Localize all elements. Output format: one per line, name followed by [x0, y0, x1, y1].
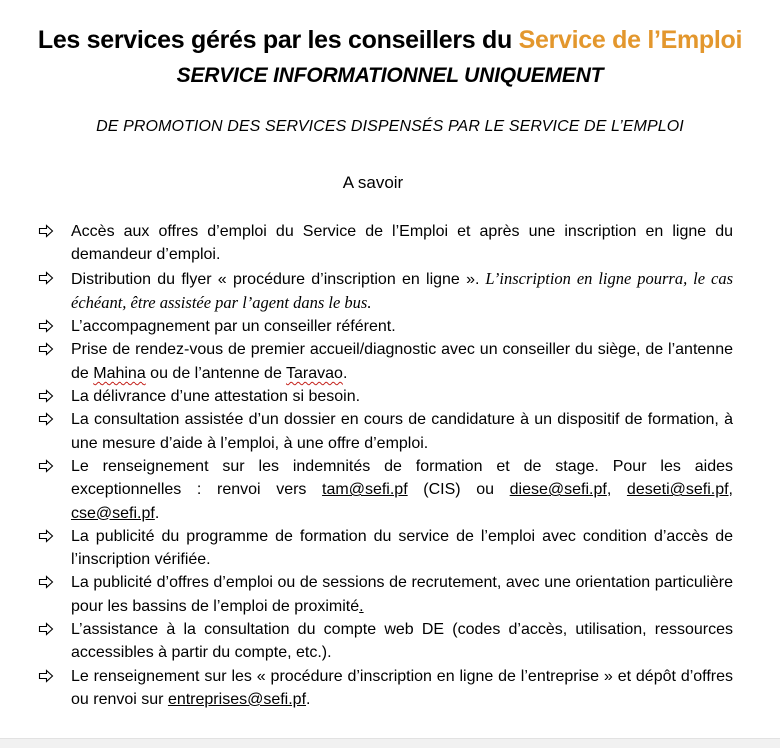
- title-prefix: Les services gérés par les conseillers du: [37, 26, 519, 54]
- list-item: [38, 665, 733, 712]
- list-item: [38, 267, 733, 316]
- item-text: La publicité du programme de formation du service de l’emploi avec condition d’accès de l’inscription vérifiée.: [71, 527, 733, 569]
- right-arrow-outline-icon: [38, 575, 54, 589]
- place-name-mahina: Mahina: [93, 364, 146, 382]
- item-text: Distribution du flyer « procédure d’inscription en ligne ».: [71, 270, 480, 288]
- item-text: ,: [728, 481, 733, 499]
- item-italic-note: L’inscription en ligne pourra, le cas échéant, être assistée par l’agent dans le bus.: [71, 268, 733, 312]
- list-item: [38, 338, 733, 385]
- email-link-entreprises[interactable]: entreprises@sefi.pf: [167, 690, 307, 708]
- email-link-deseti[interactable]: deseti@sefi.pf: [626, 481, 729, 499]
- item-text: .: [342, 364, 348, 382]
- list-item: [38, 455, 733, 525]
- email-link-cse[interactable]: cse@sefi.pf: [71, 504, 155, 522]
- list-item: [38, 220, 733, 267]
- item-text: Accès aux offres d’emploi du Service de l’Emploi et après une inscription en ligne du demandeur d’emploi.: [71, 223, 733, 264]
- right-arrow-outline-icon: [38, 319, 54, 333]
- right-arrow-outline-icon: [38, 622, 54, 636]
- item-text: La consultation assistée d’un dossier en cours de candidature à un dispositif de formation, à une mesure d’aide à l’emploi, à une offre d’emploi.: [71, 411, 733, 452]
- list-item: [38, 571, 733, 618]
- right-arrow-outline-icon: [38, 224, 54, 238]
- item-text: Le renseignement sur les « procédure d’inscription en ligne de l’entreprise » et dépôt d’offres ou renvoi sur: [71, 667, 733, 708]
- item-text: (CIS) ou: [407, 481, 510, 499]
- right-arrow-outline-icon: [38, 412, 54, 426]
- page-subtitle: SERVICE INFORMATIONNEL UNIQUEMENT: [176, 64, 604, 87]
- item-text: L’assistance à la consultation du compte web DE (codes d’accès, utilisation, ressources accessibles à partir du compte, etc.).: [71, 621, 733, 662]
- right-arrow-outline-icon: [38, 459, 54, 473]
- item-text: ,: [606, 481, 627, 499]
- item-text: .: [306, 690, 311, 708]
- right-arrow-outline-icon: [38, 271, 54, 285]
- title-accent: Service de l’Emploi: [518, 26, 743, 54]
- item-text: ou de l’antenne de: [145, 364, 287, 382]
- item-text: La délivrance d’une attestation si besoin.: [71, 388, 361, 406]
- services-list: [38, 220, 733, 711]
- place-name-taravao: Taravao: [286, 364, 343, 382]
- promo-heading: DE PROMOTION DES SERVICES DISPENSÉS PAR LE SERVICE DE L’EMPLOI: [96, 118, 684, 135]
- item-text: La publicité d’offres d’emploi ou de sessions de recrutement, avec une orientation particulière pour les bassins de l’emploi de proximité: [71, 574, 733, 615]
- list-item: [38, 385, 733, 408]
- email-link-diese[interactable]: diese@sefi.pf: [509, 481, 607, 499]
- list-item: [38, 618, 733, 665]
- list-item: [38, 408, 733, 455]
- right-arrow-outline-icon: [38, 342, 54, 356]
- section-heading: A savoir: [342, 173, 404, 192]
- right-arrow-outline-icon: [38, 529, 54, 543]
- item-text: .: [359, 597, 364, 615]
- item-text: Prise de rendez-vous de premier accueil/diagnostic avec un conseiller du siège, de l’antenne de: [71, 341, 733, 382]
- page-title: [0, 26, 780, 55]
- list-item: [38, 525, 733, 572]
- right-arrow-outline-icon: [38, 669, 54, 683]
- item-text: Le renseignement sur les indemnités de formation et de stage. Pour les aides exceptionnelles : renvoi vers: [71, 457, 733, 499]
- item-text: .: [154, 504, 160, 522]
- email-link-tam[interactable]: tam@sefi.pf: [322, 481, 408, 499]
- item-text: L’accompagnement par un conseiller référent.: [71, 318, 396, 336]
- list-item: [38, 315, 733, 338]
- right-arrow-outline-icon: [38, 389, 54, 403]
